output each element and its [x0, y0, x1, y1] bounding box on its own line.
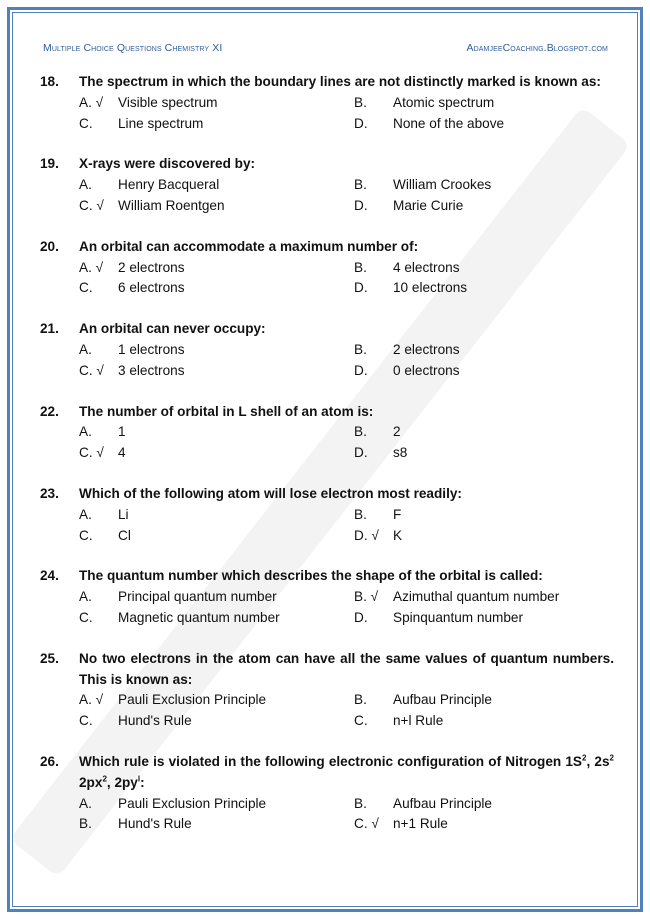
- option-item: [354, 711, 614, 732]
- question-text: [79, 649, 614, 691]
- option-text: 10 electrons: [393, 280, 468, 296]
- question-line: [40, 402, 614, 423]
- option-text: William Roentgen: [118, 197, 225, 213]
- question-line: [40, 649, 614, 691]
- option-text: None of the above: [393, 115, 505, 131]
- option-text: n+1 Rule: [393, 816, 448, 832]
- option-label: A.: [79, 424, 92, 440]
- option-item: [354, 794, 614, 815]
- option-text: s8: [393, 445, 408, 461]
- question-line: [40, 752, 614, 794]
- option-item: [79, 587, 354, 608]
- question-number: 20.: [40, 238, 59, 254]
- question-text: [79, 566, 614, 587]
- option-label: D. √: [354, 527, 379, 543]
- question-text-segment: , 2s: [586, 753, 610, 769]
- options-grid: [79, 340, 614, 382]
- question-text: [79, 72, 614, 93]
- header-title: Multiple Choice Questions Chemistry XI: [43, 42, 223, 54]
- option-item: [79, 794, 354, 815]
- option-label: A.: [79, 589, 92, 605]
- option-label: C.: [79, 280, 93, 296]
- question-line: [40, 72, 614, 93]
- question-number: 21.: [40, 321, 59, 337]
- options-grid: [79, 422, 614, 464]
- option-label: C.: [79, 115, 93, 131]
- option-text: Magnetic quantum number: [118, 609, 280, 625]
- question-number: 18.: [40, 74, 59, 89]
- option-label: C. √: [354, 816, 379, 832]
- question-number: 26.: [40, 753, 59, 769]
- option-item: [354, 196, 614, 217]
- question-text: [79, 752, 614, 794]
- option-item: [354, 443, 614, 464]
- option-label: B.: [79, 816, 92, 832]
- option-item: [79, 690, 354, 711]
- option-label: C. √: [79, 445, 104, 461]
- option-label: A.: [79, 341, 92, 357]
- option-text: Aufbau Principle: [393, 692, 492, 708]
- question-number: 19.: [40, 156, 59, 172]
- option-text: Hund's Rule: [118, 816, 192, 832]
- option-label: B.: [354, 341, 367, 357]
- question-number: 25.: [40, 650, 59, 666]
- question-number: 24.: [40, 568, 59, 584]
- option-item: [79, 443, 354, 464]
- question-text: [79, 484, 614, 505]
- superscript: 2: [609, 753, 614, 763]
- options-grid: [79, 794, 614, 836]
- option-item: [79, 340, 354, 361]
- option-item: [354, 526, 614, 547]
- option-item: [79, 175, 354, 196]
- option-item: [354, 422, 614, 443]
- option-item: [354, 361, 614, 382]
- option-text: Principal quantum number: [118, 589, 277, 605]
- option-label: D.: [354, 445, 368, 461]
- option-item: [79, 258, 354, 279]
- option-text: Cl: [118, 527, 131, 543]
- option-item: [354, 608, 614, 629]
- option-text: Marie Curie: [393, 197, 464, 213]
- option-text: 6 electrons: [118, 280, 185, 296]
- option-label: C.: [79, 713, 93, 729]
- option-label: B. √: [354, 589, 379, 605]
- question-block: [40, 402, 614, 464]
- option-text: Azimuthal quantum number: [393, 589, 560, 605]
- question-number: 23.: [40, 485, 59, 501]
- option-label: A. √: [79, 94, 104, 110]
- option-label: A. √: [79, 692, 104, 708]
- question-block: [40, 484, 614, 546]
- option-text: Hund's Rule: [118, 713, 192, 729]
- option-item: [354, 690, 614, 711]
- question-text-segment: Which of the following atom will lose electron most readily:: [79, 485, 462, 501]
- option-label: B.: [354, 94, 367, 110]
- option-item: [79, 422, 354, 443]
- option-text: 4: [118, 445, 126, 461]
- superscript: 2: [582, 753, 587, 763]
- option-text: 4 electrons: [393, 259, 460, 275]
- option-item: [354, 814, 614, 835]
- option-label: D.: [354, 115, 368, 131]
- option-label: A.: [79, 795, 92, 811]
- question-text: [79, 237, 614, 258]
- question-text-segment: X-rays were discovered by:: [79, 156, 256, 172]
- option-text: Henry Bacqueral: [118, 177, 220, 193]
- option-label: C.: [354, 713, 368, 729]
- option-text: Pauli Exclusion Principle: [118, 795, 267, 811]
- question-block: [40, 72, 614, 134]
- question-text: [79, 154, 614, 175]
- question-block: [40, 319, 614, 381]
- option-text: Atomic spectrum: [393, 94, 495, 110]
- question-text: [79, 402, 614, 423]
- option-text: 2 electrons: [118, 259, 185, 275]
- option-item: [354, 505, 614, 526]
- question-block: [40, 752, 614, 835]
- option-item: [354, 175, 614, 196]
- option-text: Visible spectrum: [118, 94, 218, 110]
- option-label: B.: [354, 177, 367, 193]
- question-line: [40, 566, 614, 587]
- option-text: K: [393, 527, 403, 543]
- question-text-segment: No two electrons in the atom can have all the same values of quantum numbers. This is known as:: [79, 650, 614, 687]
- option-item: [354, 340, 614, 361]
- question-block: [40, 237, 614, 299]
- option-text: 1 electrons: [118, 341, 185, 357]
- option-label: A.: [79, 177, 92, 193]
- options-grid: [79, 587, 614, 629]
- option-item: [79, 196, 354, 217]
- option-label: C. √: [79, 362, 104, 378]
- question-number: 22.: [40, 403, 59, 419]
- options-grid: [79, 93, 614, 135]
- option-label: B.: [354, 506, 367, 522]
- option-label: B.: [354, 795, 367, 811]
- option-item: [354, 587, 614, 608]
- option-label: C. √: [79, 197, 104, 213]
- option-item: [79, 608, 354, 629]
- superscript: 2: [102, 774, 107, 784]
- option-item: [79, 114, 354, 135]
- option-item: [354, 258, 614, 279]
- option-item: [79, 526, 354, 547]
- option-label: C.: [79, 609, 93, 625]
- option-text: Line spectrum: [118, 115, 204, 131]
- question-text-segment: The spectrum in which the boundary lines are not distinctly marked is known as:: [79, 74, 601, 89]
- question-text-segment: The quantum number which describes the shape of the orbital is called:: [79, 568, 543, 584]
- option-text: 0 electrons: [393, 362, 460, 378]
- question-text-segment: The number of orbital in L shell of an atom is:: [79, 403, 374, 419]
- question-block: [40, 154, 614, 216]
- question-block: [40, 649, 614, 732]
- option-text: 1: [118, 424, 126, 440]
- question-line: [40, 484, 614, 505]
- option-label: A. √: [79, 259, 104, 275]
- option-text: William Crookes: [393, 177, 492, 193]
- question-block: [40, 566, 614, 628]
- option-label: D.: [354, 197, 368, 213]
- option-label: C.: [79, 527, 93, 543]
- option-item: [79, 361, 354, 382]
- option-label: B.: [354, 259, 367, 275]
- question-text-segment: An orbital can never occupy:: [79, 321, 266, 337]
- options-grid: [79, 258, 614, 300]
- question-text-segment: 2px: [79, 774, 103, 790]
- option-text: n+l Rule: [393, 713, 444, 729]
- option-text: F: [393, 506, 402, 522]
- question-text: [79, 319, 614, 340]
- question-line: [40, 154, 614, 175]
- option-item: [354, 93, 614, 114]
- option-label: D.: [354, 362, 368, 378]
- option-item: [79, 505, 354, 526]
- options-grid: [79, 690, 614, 732]
- header-website: AdamjeeCoaching.Blogspot.com: [466, 42, 608, 54]
- options-grid: [79, 175, 614, 217]
- question-text-segment: Which rule is violated in the following electronic configuration of Nitrogen 1S: [79, 753, 582, 769]
- option-item: [354, 114, 614, 135]
- option-text: 2 electrons: [393, 341, 460, 357]
- option-item: [79, 814, 354, 835]
- option-label: D.: [354, 609, 368, 625]
- question-list: [40, 72, 614, 855]
- option-label: D.: [354, 280, 368, 296]
- options-grid: [79, 505, 614, 547]
- option-item: [79, 93, 354, 114]
- question-text-segment: , 2py: [106, 774, 138, 790]
- option-item: [79, 278, 354, 299]
- superscript: l: [137, 774, 141, 784]
- option-text: 3 electrons: [118, 362, 185, 378]
- option-text: 2: [393, 424, 401, 440]
- option-label: B.: [354, 424, 367, 440]
- option-label: B.: [354, 692, 367, 708]
- question-line: [40, 237, 614, 258]
- option-label: A.: [79, 506, 92, 522]
- option-text: Aufbau Principle: [393, 795, 492, 811]
- option-text: Li: [118, 506, 129, 522]
- question-text-segment: :: [140, 774, 145, 790]
- question-line: [40, 319, 614, 340]
- question-text-segment: An orbital can accommodate a maximum number of:: [79, 238, 419, 254]
- option-text: Spinquantum number: [393, 609, 523, 625]
- option-item: [354, 278, 614, 299]
- option-item: [79, 711, 354, 732]
- option-text: Pauli Exclusion Principle: [118, 692, 267, 708]
